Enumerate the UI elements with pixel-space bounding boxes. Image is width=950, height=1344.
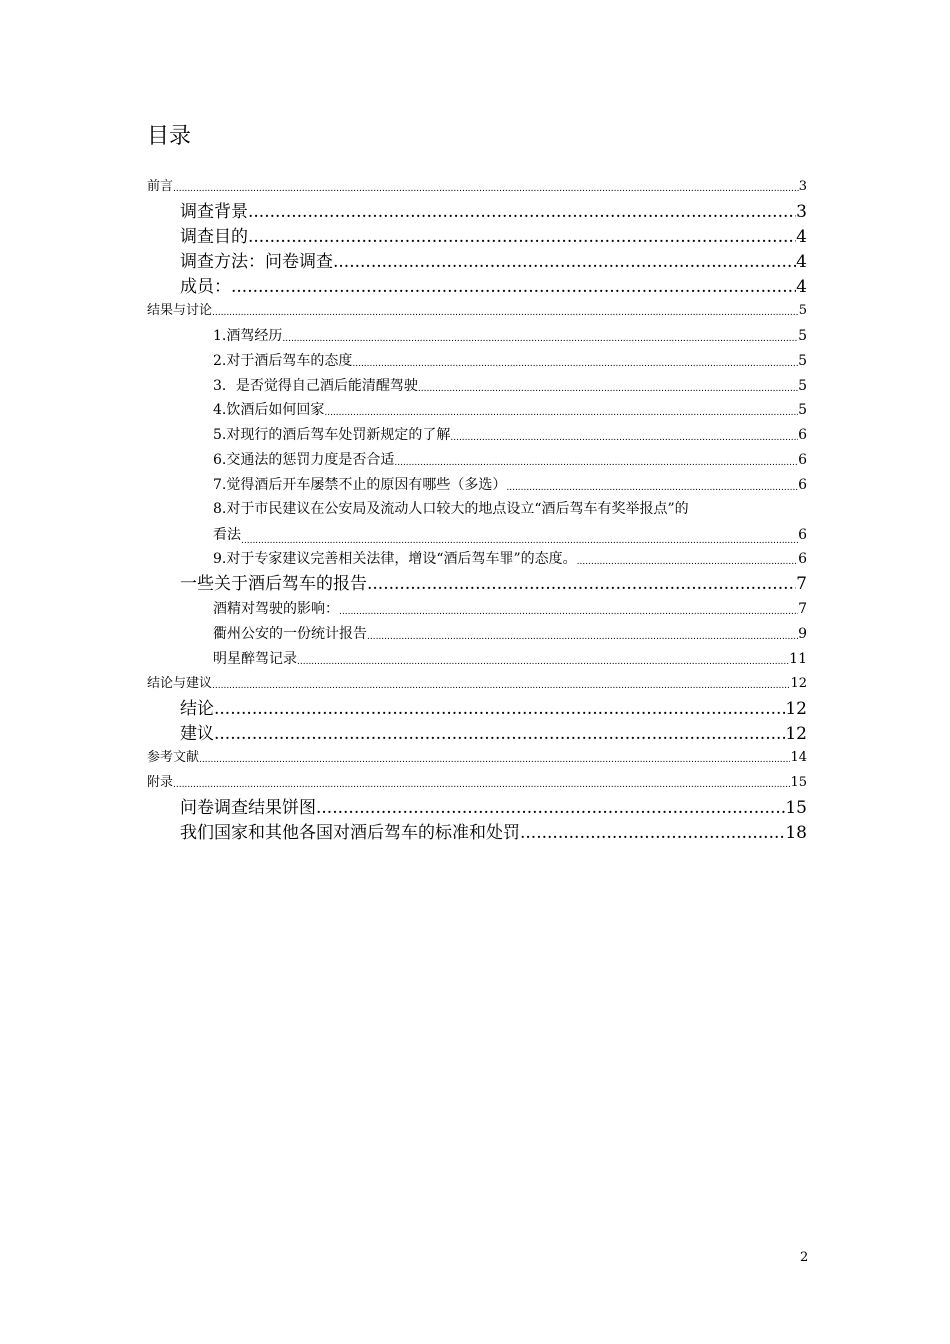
toc-entry-page: 9 [798, 626, 807, 642]
toc-entry-page: 3 [798, 179, 807, 194]
dot-leader [241, 534, 798, 548]
toc-entry-label: 我们国家和其他各国对酒后驾车的标准和处罚 [180, 823, 520, 843]
toc-entry-appendix[interactable] [147, 774, 807, 792]
toc-entry-label: 调查背景 [180, 202, 248, 222]
toc-entry-page: 12 [790, 676, 807, 691]
toc-entry-label: 4.饮酒后如何回家 [213, 402, 325, 418]
toc-entry-survey-purpose[interactable] [180, 226, 807, 248]
toc-entry-item-1[interactable] [213, 326, 807, 346]
toc-entry-conclusion[interactable] [180, 698, 807, 720]
toc-entry-suggestions[interactable] [180, 723, 807, 745]
toc-entry-label: 成员： [180, 277, 231, 297]
toc-entry-label: 调查方法：问卷调查 [180, 252, 333, 272]
toc-entry-page: 4 [796, 252, 807, 272]
toc-entry-pie-charts[interactable] [180, 797, 807, 819]
dot-leader [352, 357, 798, 371]
toc-entry-page: 5 [798, 378, 807, 394]
dot-leader [418, 382, 798, 396]
toc-entry-label: 一些关于酒后驾车的报告 [180, 574, 367, 594]
dot-leader [316, 797, 785, 819]
dot-leader [367, 573, 796, 595]
toc-entry-page: 14 [790, 750, 807, 765]
toc-entry-label: 参考文献 [147, 750, 200, 765]
toc-entry-label: 1.酒驾经历 [213, 328, 283, 344]
dot-leader [333, 251, 796, 273]
toc-entry-page: 5 [798, 303, 807, 318]
toc-entry-label: 结果与讨论 [147, 303, 213, 318]
dot-leader [520, 822, 785, 844]
toc-entry-label: 结论与建议 [147, 676, 213, 691]
dot-leader [212, 679, 790, 693]
dot-leader [367, 630, 798, 644]
toc-entry-quzhou-report[interactable] [213, 624, 807, 644]
toc-entry-label: 明星醉驾记录 [213, 651, 297, 667]
toc-entry-references[interactable] [147, 749, 807, 767]
toc-entry-item-2[interactable] [213, 351, 807, 371]
toc-entry-page: 12 [785, 724, 807, 744]
toc-entry-label: 9.对于专家建议完善相关法律，增设“酒后驾车罪”的态度。 [213, 551, 577, 567]
toc-entry-results-discussion[interactable] [147, 302, 807, 320]
dot-leader [231, 276, 796, 298]
toc-entry-page: 5 [798, 402, 807, 418]
toc-entry-page: 7 [796, 574, 807, 594]
toc-entry-page: 11 [789, 651, 807, 667]
dot-leader [450, 431, 798, 445]
toc-entry-item-3[interactable] [213, 376, 807, 396]
dot-leader [248, 226, 796, 248]
toc-entry-label: 7.觉得酒后开车屡禁不止的原因有哪些（多选） [213, 477, 507, 493]
toc-entry-label: 附录 [147, 775, 174, 790]
toc-entry-preface[interactable] [147, 178, 807, 196]
toc-entry-item-9[interactable] [213, 549, 807, 569]
toc-entry-label: 2.对于酒后驾车的态度 [213, 353, 353, 369]
dot-leader [214, 723, 785, 745]
toc-entry-members[interactable] [180, 276, 807, 298]
dot-leader [282, 332, 798, 346]
toc-entry-label-continued: 看法 [213, 527, 241, 543]
toc-entry-label: 问卷调查结果饼图 [180, 798, 316, 818]
toc-entry-label: 酒精对驾驶的影响： [213, 601, 339, 617]
toc-entry-item-6[interactable] [213, 450, 807, 470]
toc-entry-page: 4 [796, 277, 807, 297]
dot-leader [297, 655, 789, 669]
toc-entry-label: 调查目的 [180, 227, 248, 247]
toc-entry-page: 6 [798, 477, 807, 493]
toc-entry-page: 5 [798, 328, 807, 344]
toc-entry-item-8[interactable] [213, 496, 807, 548]
dot-leader [324, 406, 798, 420]
toc-entry-survey-background[interactable] [180, 201, 807, 223]
dot-leader [173, 182, 799, 196]
dot-leader [577, 555, 798, 569]
page-number: 2 [800, 1250, 809, 1265]
toc-entry-page: 7 [798, 601, 807, 617]
toc-entry-page: 5 [798, 353, 807, 369]
dot-leader [173, 778, 790, 792]
dot-leader [339, 605, 798, 619]
toc-entry-page: 6 [798, 551, 807, 567]
toc-entry-label: 结论 [180, 699, 214, 719]
toc-entry-page: 12 [785, 699, 807, 719]
toc-entry-page: 15 [785, 798, 807, 818]
toc-entry-page: 4 [796, 227, 807, 247]
dot-leader [212, 306, 799, 320]
toc-title: 目录 [147, 124, 192, 149]
toc-entry-reports[interactable] [180, 573, 807, 595]
toc-entry-label: 8.对于市民建议在公安局及流动人口较大的地点设立“酒后驾车有奖举报点”的 [213, 501, 689, 517]
toc-entry-conclusions-suggestions[interactable] [147, 675, 807, 693]
dot-leader [248, 201, 796, 223]
dot-leader [214, 698, 785, 720]
toc-entry-item-5[interactable] [213, 425, 807, 445]
dot-leader [394, 456, 798, 470]
toc-entry-label: 5.对现行的酒后驾车处罚新规定的了解 [213, 427, 451, 443]
toc-entry-survey-method[interactable] [180, 251, 807, 273]
toc-entry-item-7[interactable] [213, 475, 807, 495]
toc-entry-alcohol-effect[interactable] [213, 599, 807, 619]
toc-entry-page: 6 [798, 527, 807, 543]
toc-entry-label: 3．是否觉得自己酒后能清醒驾驶 [213, 378, 418, 394]
toc-entry-page: 3 [796, 202, 807, 222]
toc-entry-page: 6 [798, 427, 807, 443]
toc-entry-page: 18 [785, 823, 807, 843]
toc-entry-page: 6 [798, 452, 807, 468]
dot-leader [506, 481, 798, 495]
toc-entry-label: 6.交通法的惩罚力度是否合适 [213, 452, 395, 468]
toc-entry-celebrity-records[interactable] [213, 649, 807, 669]
toc-entry-label: 建议 [180, 724, 214, 744]
toc-entry-standards-penalties[interactable] [180, 822, 807, 844]
toc-entry-page: 15 [790, 775, 807, 790]
toc-entry-label: 衢州公安的一份统计报告 [213, 626, 367, 642]
dot-leader [199, 753, 790, 767]
toc-entry-label: 前言 [147, 179, 174, 194]
toc-entry-item-4[interactable] [213, 400, 807, 420]
